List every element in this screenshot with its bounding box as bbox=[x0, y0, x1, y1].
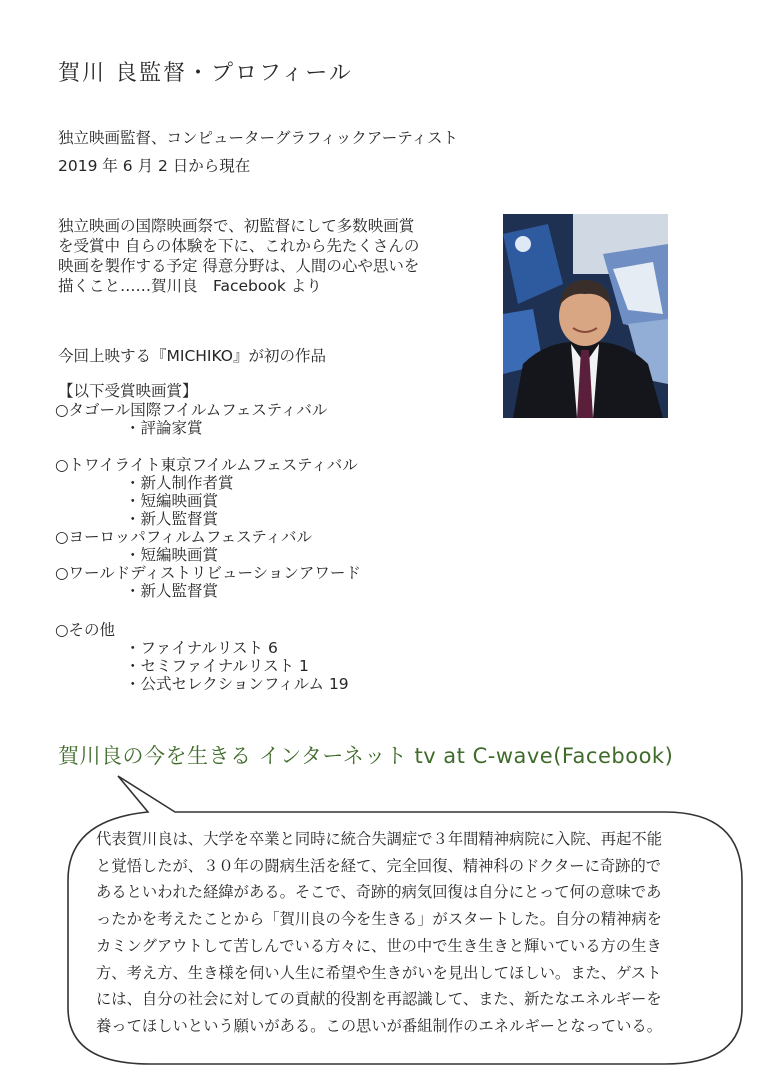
other-item: ・公式セレクションフィルム 19 bbox=[125, 675, 349, 693]
intro-line: 独立映画の国際映画祭で、初監督にして多数映画賞 bbox=[58, 217, 415, 235]
bubble-line: 養ってほしいという願いがある。この思いが番組制作のエネルギーとなっている。 bbox=[96, 1016, 662, 1035]
first-work: 今回上映する『MICHIKO』が初の作品 bbox=[58, 347, 327, 365]
bubble-line: と覚悟したが、３０年の闘病生活を経て、完全回復、精神科のドクターに奇跡的で bbox=[96, 856, 662, 875]
intro-line: を受賞中 自らの体験を下に、これから先たくさんの bbox=[58, 237, 420, 255]
section-heading-internet-tv: 賀川良の今を生きる インターネット tv at C-wave(Facebook) bbox=[58, 744, 674, 768]
bubble-line: あるといわれた経緯がある。そこで、奇跡的病気回復は自分にとって何の意味であ bbox=[96, 883, 662, 902]
intro-line: 映画を製作する予定 得意分野は、人間の心や思いを bbox=[58, 257, 420, 275]
page-title: 賀川 良監督・プロフィール bbox=[58, 61, 353, 86]
festival-name: ○タゴール国際フイルムフェスティバル bbox=[55, 401, 328, 419]
awards-heading: 【以下受賞映画賞】 bbox=[58, 382, 198, 400]
festival-name: ○ヨーロッパフィルムフェスティバル bbox=[55, 528, 313, 546]
bubble-line: には、自分の社会に対しての貢献的役割を再認識して、また、新たなエネルギーを bbox=[96, 990, 662, 1009]
bubble-line: カミングアウトして苦しんでいる方々に、世の中で生き生きと輝いている方の生き bbox=[96, 936, 662, 955]
bubble-text bbox=[96, 826, 696, 1040]
intro-line: 描くこと……賀川良 Facebook より bbox=[58, 277, 322, 295]
other-item: ・セミファイナルリスト 1 bbox=[125, 657, 309, 675]
other-heading: ○その他 bbox=[55, 621, 116, 639]
festival-name: ○ワールドディストリビューションアワード bbox=[55, 564, 361, 582]
date-range: 2019 年 6 月 2 日から現在 bbox=[58, 157, 251, 175]
other-item: ・ファイナルリスト 6 bbox=[125, 639, 278, 657]
bubble-line: ったかを考えたことから「賀川良の今を生きる」がスタートした。自分の精神病を bbox=[96, 910, 662, 929]
prize-item: ・短編映画賞 bbox=[125, 492, 219, 510]
festival-name: ○トワイライト東京フイルムフェスティバル bbox=[55, 456, 358, 474]
prize-item: ・新人監督賞 bbox=[125, 510, 219, 528]
prize-item: ・新人監督賞 bbox=[125, 582, 219, 600]
subtitle: 独立映画監督、コンピューターグラフィックアーティスト bbox=[58, 129, 459, 147]
prize-item: ・短編映画賞 bbox=[125, 546, 219, 564]
bubble-line: 方、考え方、生き様を伺い人生に希望や生きがいを見出してほしい。また、ゲスト bbox=[96, 963, 662, 982]
prize-item: ・新人制作者賞 bbox=[125, 474, 234, 492]
bubble-line: 代表賀川良は、大学を卒業と同時に統合失調症で３年間精神病院に入院、再起不能 bbox=[96, 830, 662, 848]
prize-item: ・評論家賞 bbox=[125, 419, 203, 437]
